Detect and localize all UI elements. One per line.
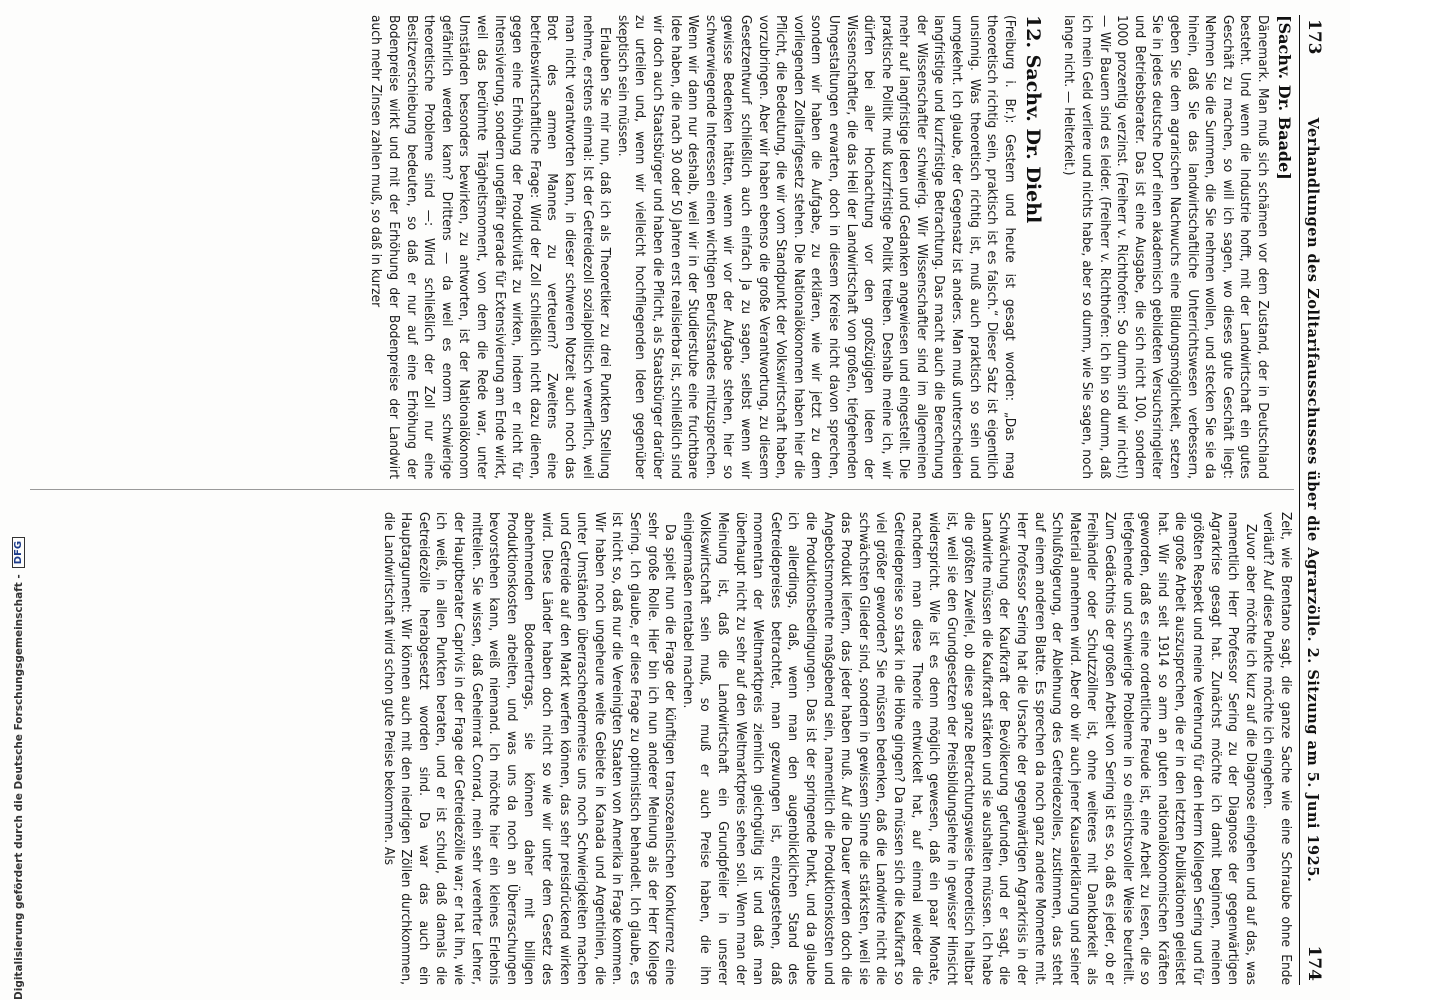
right-column: [30, 510, 1294, 985]
page-content: [30, 15, 1330, 985]
paragraph: Zeit, wie Brentano sagt, die ganze Sache wie eine Schraube ohne Ende verläuft? Auf diese Punkte möchte ich eingehen.: [1260, 512, 1294, 985]
dfg-logo: DFG: [12, 537, 25, 568]
paragraph: Zuvor aber möchte ich kurz auf die Diagnose eingehen und auf das, was namentlich Herr Professor Sering zu der Diagnose der gegenwärtigen Agrarkrise gesagt hat. Zunächst möchte ich damit beginnen, meinen größten Respekt und meine Verehrung für den Herrn Kollegen Sering und für die große Arbeit auszusprechen, die er in den letzten Publikationen geleistet hat. Wir sind seit 1914 so arm an guten nationalökonomischen Kräften geworden, daß es eine ordentliche Freude ist, eine Arbeit zu lesen, die so tiefgehende und schwierige Probleme in so einsichtsvoller Weise beurteilt. Zum Gedächtnis der großen Arbeit von Sering ist es so, daß es jeder, ob er Freihändler oder Schutzzöllner ist, ohne weiteres mit Dankbarkeit als Material annehmen wird. Aber ob wir auch jener Kausalerklärung und seiner Schlußfolgerung, der Ablehnung des Getreidezolles, zustimmen, das steht auf einem anderen Blatte. Es sprechen da noch ganz andere Momente mit. Herr Professor Sering hat die Ursache der gegenwärtigen Agrarkrisis in der Schwächung der Kaufkraft der Bevölkerung gefunden, und er sagt, die Landwirte müssen die Kaufkraft stärken und sie aushalten müssen. Ich habe die größten Zweifel, ob diese ganze Betrachtungsweise theoretisch haltbar ist, weil sie den Grundgesetzen der Preisbildungslehre in gewisser Hinsicht widerspricht. Wie ist es denn möglich gewesen, daß ein paar Monate, nachdem man diese Theorie entwickelt hat, auf einmal wieder die Getreidepreise so stark in die Höhe gingen? Da müssen sich die Kaufkraft so viel größer geworden? Sie müssen bedenken, daß die Landwirte nicht die schwächsten Glieder sind, sondern in gewissem Sinne die stärksten, weil sie das Produkt liefern, das jeder haben muß. Auf die Dauer werden doch die Angebotsmomente maßgebend sein, namentlich die Produktionskosten und die Produktionsbedingungen. Das ist der springende Punkt, und da glaube ich allerdings, daß, wenn man den augenblicklichen Stand des Getreidepreises betrachtet, man gezwungen ist, einzugestehen, daß momentan der Weltmarktpreis ziemlich gleichgültig ist und daß man überhaupt nicht zu sehr auf den Weltmarktpreis sehen soll. Wenn man der Meinung ist, daß die Landwirtschaft ein Grundpfeiler in unserer Volkswirtschaft sein muß, so muß er auch Preise haben, die ihn einigermaßen rentabel machen.: [679, 512, 1259, 985]
text-columns: [30, 15, 1294, 985]
credit-text: Digitalisierung gefördert durch die Deutsche Forschungsgemeinschaft -: [12, 574, 25, 1000]
page-number-right: 174: [1304, 945, 1324, 981]
paragraph: Dänemark. Man muß sich schämen vor dem Zustand, der in Deutschland besteht. Und wenn die Industrie hofft, mit der Landwirtschaft ein gutes Geschäft zu machen, so will ich sagen, wo dieses gute Geschäft liegt: Nehmen Sie die Summen, die Sie nehmen wollen, und stecken Sie sie da hinein, daß Sie das landwirtschaftliche Unterrichtswesen verbessern, geben Sie dem agrarischen Nachwuchs eine Bildungsmöglichkeit, setzen Sie in jedes deutsche Dorf einen akademisch gebildeten Versuchsringleiter und Betriebsberater. Das ist eine Ausgabe, die sich nicht 100, sondern 1000 prozentig verzinst. (Freiherr v. Richthofen: So dumm sind wir nicht!) — Wir Bauern sind es leider. (Freiherr v. Richthofen: Ich bin so dumm, daß ich mein Geld verliere und nichts habe, aber so dumm, wie Sie sagen, noch lange nicht. — Heiterkeit.): [1061, 15, 1271, 479]
speaker-heading-baade: [Sachv. Dr. Baade]: [1275, 15, 1294, 180]
header-title: Verhandlungen des Zolltarifausschusses über die Agrarzölle. 2. Sitzung am 5. Juni 1925.: [1304, 117, 1321, 883]
left-column: [30, 15, 1294, 490]
running-header: [1299, 15, 1330, 985]
paragraph: (Freiburg i. Br.): Gestern und heute ist gesagt worden: „Das mag theoretisch richtig sein, praktisch ist es falsch.“ Dieser Satz ist eigentlich unsinnig. Was theoretisch richtig ist, muß auch praktisch so sein und umgekehrt. Ich glaube, der Gegensatz ist anders. Man muß unterscheiden langfristige und kurzfristige Betrachtung. Das macht auch die Berechnung der Wissenschaftler schwierig. Wir Wissenschaftler sind im allgemeinen mehr auf langfristige Ideen und Gedanken angewiesen und eingestellt. Die praktische Politik muß kurzfristige Politik treiben. Deshalb meine ich, wir dürfen bei aller Hochachtung vor den großzügigen Ideen der Wissenschaftler, die das Heil der Landwirtschaft von großen, tiefgehenden Umgestaltungen erwarten, doch in diesem Kreise nicht davon sprechen, sondern wir haben die Aufgabe, zu erklären, wie wir jetzt zu dem vorliegenden Zolltarifgesetz stehen. Die Nationalökonomen haben hier die Pflicht, die Bedeutung, die wir vom Standpunkt der Volkswirtschaft haben, vorzubringen. Aber wir haben ebenso die große Verantwortung, zu diesem Gesetzentwurf schließlich auch einfach Ja zu sagen, selbst wenn wir gewisse Bedenken hätten, wenn wir vor der Aufgabe stehen, hier so schwerwiegende Interessen einen wichtigen Berufsstandes mitzusprechen. Wenn wir dann nur deshalb, weil wir in der Studierstube eine fruchtbare Idee haben, die nach 30 oder 50 Jahren erst realisierbar ist, schließlich sind wir doch auch Staatsbürger und haben die Pflicht, als Staatsbürger darüber zu urteilen und, wenn wir vielleicht hochfliegenden Ideen gegenüber skeptisch sein müssen.: [614, 15, 1018, 479]
paragraph: Erlauben Sie mir nun, daß ich als Theoretiker zu drei Punkten Stellung nehme, erstens einmal: Ist der Getreidezoll sozialpolitisch verwerflich, weil man nicht verantworten kann, in dieser schweren Notzeit auch noch das Brot des armen Mannes zu verteuern? Zweitens eine betriebswirtschaftliche Frage: Wird der Zoll schließlich nicht dazu dienen, gegen eine Erhöhung der Produktivität zu wirken, indem er nicht für Intensivierung, sondern ungefähr gerade für Extensivierung am Ende wirkt, weil das berühmte Trägheitsmoment, von dem die Rede war, unter Umständen besonders bewirken, zu antworten, ist der Nationalökonom gefährlich werden kann? Drittens — da weil es enorm schwierige theoretische Probleme sind —: Wird schließlich der Zoll nur eine Besitzverschiebung bedeuten, so daß er nur auf eine Erhöhung der Bodenpreise wirkt und mit der Erhöhung der Bodenpreise der Landwirt auch mehr Zinsen zahlen muß, so daß in kurzer: [368, 15, 614, 479]
speaker-heading-diehl: 12. Sachv. Dr. Diehl: [1021, 15, 1044, 224]
digitization-credit: [12, 537, 25, 1000]
paragraph: Da spielt nun die Frage der künftigen transozeanischen Konkurrenz eine sehr große Rolle. Hier bin ich nun anderer Meinung als der Herr Kollege Sering. Ich glaube, er diese Frage zu optimistisch behandelt. Ich glaube, es ist nicht so, daß nur die Vereinigten Staaten von Amerika in Frage kommen. Wir haben noch ungeheure weite Gebiete in Kanada und Argentinien, die unter Umständen überraschendermeise uns noch Schwierigkeiten machen und Getreide auf den Markt werfen können, das sehr preisdrückend wirken wird. Diese Länder haben doch nicht so wie wir unter dem Gesetz des abnehmenden Bodenertrags, sie können daher mit billigen Produktionskosten arbeiten, und was uns da noch an Überraschungen bevorstehen kann, weiß niemand. Ich möchte hier ein kleines Erlebnis mitteilen. Sie wissen, daß Geheimrat Conrad, mein sehr verehrter Lehrer, der Hauptberater Caprivis in der Frage der Getreidezölle war; er hat ihn, wie ich weiß, in allen Punkten beraten, und er ist schuld, daß damals die Getreidezölle herabgesetzt worden sind. Da war das auch ein Hauptargument: Wir können auch mit den niedrigen Zöllen durchkommen, die Landwirtschaft wird schon gute Preise bekommen. Als: [380, 512, 679, 985]
page-number-left: 173: [1304, 19, 1324, 55]
